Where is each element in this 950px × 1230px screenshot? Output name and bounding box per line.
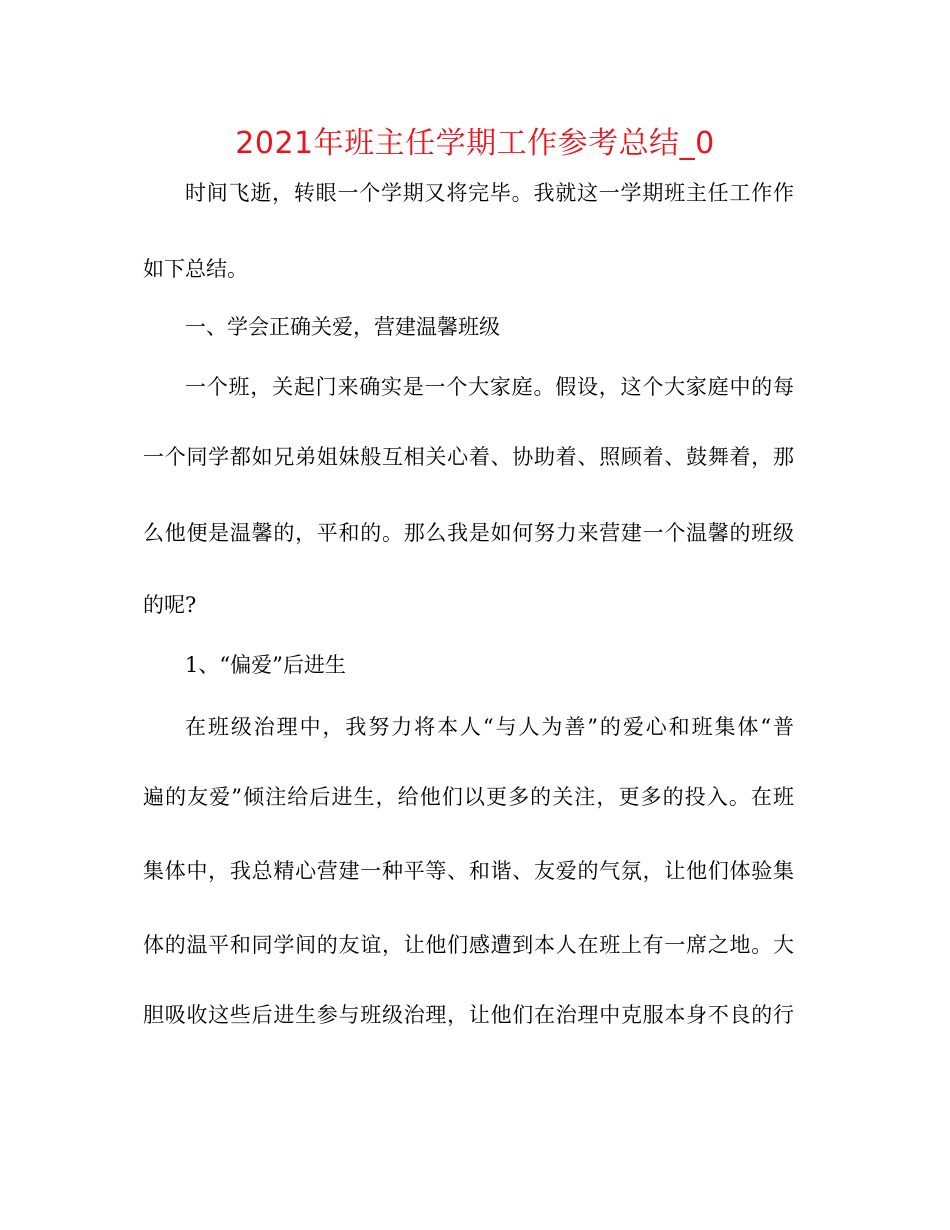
paragraph-line: 在班级治理中，我努力将本人“与人为善”的爱心和班集体“普 [185, 715, 794, 739]
section-heading: 一、学会正确关爱，营建温馨班级 [185, 315, 500, 339]
paragraph-line: 一个同学都如兄弟姐妹般互相关心着、协助着、照顾着、鼓舞着，那 [143, 445, 794, 469]
paragraph-line: 体的温平和同学间的友谊，让他们感遭到本人在班上有一席之地。大 [143, 933, 794, 957]
paragraph-line: 的呢? [143, 593, 197, 617]
paragraph-line: 如下总结。 [143, 257, 248, 281]
subsection-heading: 1、“偏爱”后进生 [185, 653, 346, 677]
document-title: 2021年班主任学期工作参考总结_0 [235, 126, 715, 161]
paragraph-line: 遍的友爱”倾注给后进生，给他们以更多的关注，更多的投入。在班 [143, 785, 794, 809]
paragraph-line: 集体中，我总精心营建一种平等、和谐、友爱的气氛，让他们体验集 [143, 859, 794, 883]
paragraph-line: 时间飞逝，转眼一个学期又将完毕。我就这一学期班主任工作作 [185, 181, 794, 205]
paragraph-line: 胆吸收这些后进生参与班级治理，让他们在治理中克服本身不良的行 [143, 1003, 794, 1027]
paragraph-line: 一个班，关起门来确实是一个大家庭。假设，这个大家庭中的每 [185, 375, 794, 399]
paragraph-line: 么他便是温馨的，平和的。那么我是如何努力来营建一个温馨的班级 [143, 521, 794, 545]
